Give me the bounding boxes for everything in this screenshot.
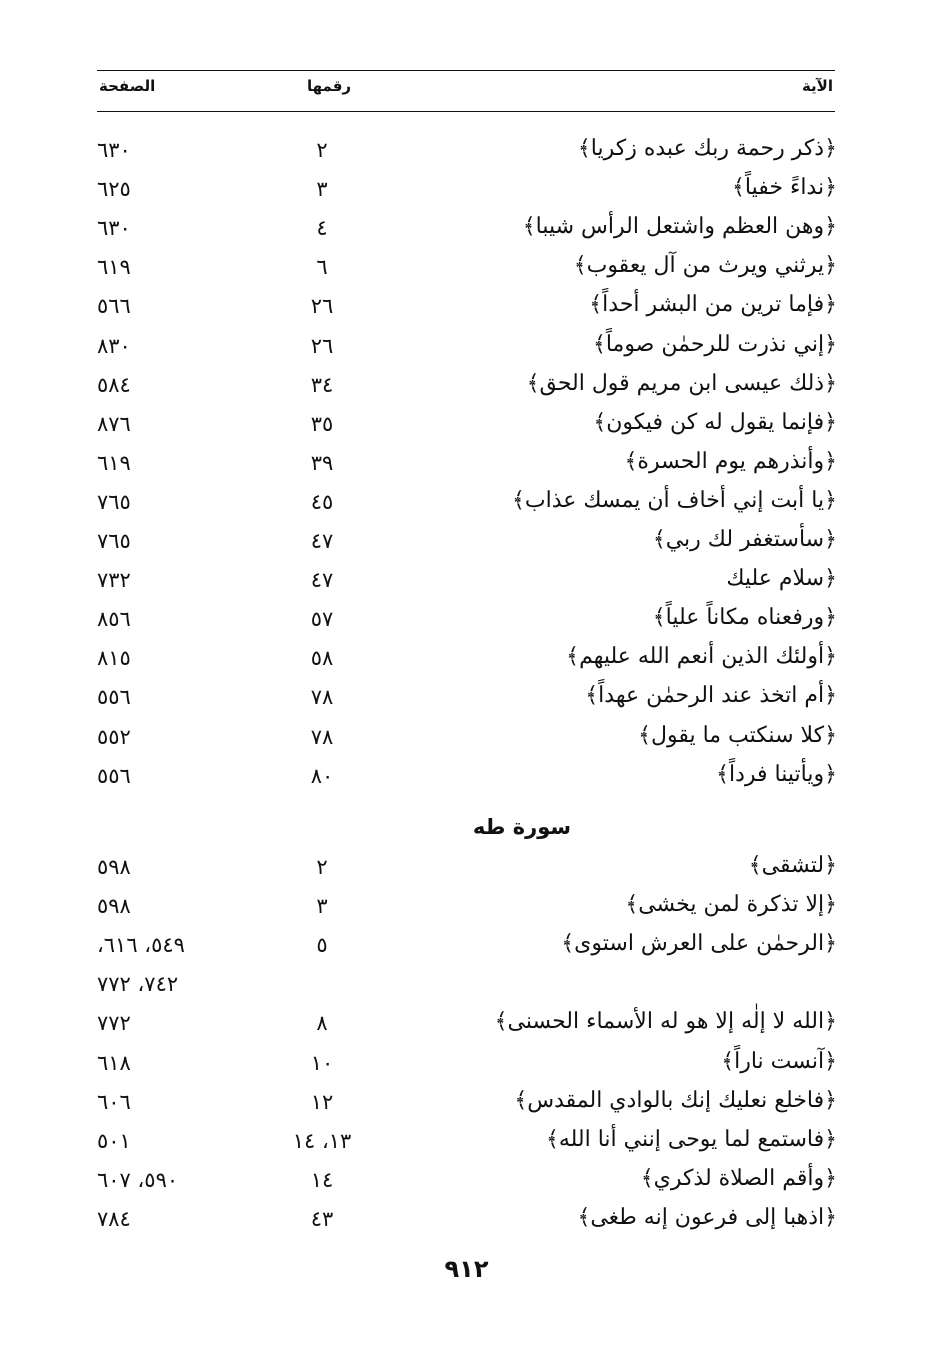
verse-number: ٣٩ (310, 450, 334, 475)
verse-number: ٨٠ (310, 763, 334, 788)
verse-number: ٢ (316, 138, 328, 162)
page-reference: ٦١٨ (97, 1050, 131, 1075)
list-item (97, 887, 837, 926)
verse-text: ﴿وأنذرهم يوم الحسرة﴾ (624, 448, 837, 474)
table-header (97, 70, 835, 112)
page-reference: ٥٩٨ (97, 855, 131, 879)
verse-number: ٤٧ (310, 529, 334, 553)
verse-number: ٥ (316, 933, 328, 958)
verse-text: ﴿كلا سنكتب ما يقول﴾ (638, 722, 837, 748)
verse-number: ٧٨ (310, 685, 334, 710)
header-page: الصفحة (99, 77, 156, 95)
list-item (97, 1122, 837, 1161)
page-reference: ٥٨٤ (97, 372, 131, 397)
list-item (97, 483, 837, 522)
verse-number: ١٣، ١٤ (292, 1128, 352, 1153)
list-item (97, 757, 837, 796)
verse-text: ﴿وأقم الصلاة لذكري﴾ (640, 1165, 837, 1191)
verse-number: ٤٧ (310, 568, 334, 593)
verse-number: ٨ (316, 1011, 328, 1036)
list-item (97, 848, 837, 887)
page-reference: ٦٠٦ (97, 1089, 131, 1114)
verse-text: ﴿يرثني ويرث من آل يعقوب﴾ (573, 253, 837, 279)
list-item (97, 170, 837, 209)
page-reference: ٥٤٩، ٦١٦، (97, 933, 185, 958)
verse-text: ﴿وهن العظم واشتعل الرأس شيبا﴾ (522, 214, 837, 240)
list-item (97, 600, 837, 639)
page-reference: ٥٥٦ (97, 685, 131, 710)
list-item (97, 444, 837, 483)
list-item (97, 405, 837, 444)
list-item (97, 131, 837, 170)
page-reference: ٧٣٢ (97, 568, 131, 593)
page-reference: ٧٨٤ (97, 1206, 131, 1231)
verse-number: ١٢ (310, 1089, 334, 1114)
verse-number: ٢٦ (310, 333, 334, 358)
verse-text: ﴿آنست ناراً﴾ (721, 1048, 837, 1074)
verse-text: ﴿الله لا إلٰه إلا هو له الأسماء الحسنى﴾ (494, 1009, 837, 1035)
page-reference: ٦١٩ (97, 255, 131, 280)
list-item (97, 965, 837, 1004)
list-item (97, 639, 837, 678)
verse-text: ﴿أولئك الذين أنعم الله عليهم﴾ (566, 644, 837, 670)
verse-number: ٤٣ (310, 1206, 334, 1231)
header-number: رقمها (307, 77, 352, 95)
verse-text: ﴿ورفعناه مكاناً علياً﴾ (652, 605, 837, 631)
list-item (97, 287, 837, 326)
verse-number: ٤٥ (310, 489, 334, 514)
list-item (97, 1200, 837, 1239)
list-item (97, 366, 837, 405)
page-reference: ٦٣٠ (97, 216, 131, 241)
verse-text: ﴿ويأتينا فرداً﴾ (716, 761, 837, 787)
verse-text: ﴿لتشقى﴾ (748, 853, 837, 878)
verse-number: ٥٧ (310, 607, 334, 632)
page-reference: ٥٠١ (97, 1128, 131, 1153)
page-reference: ٦٢٥ (97, 177, 131, 202)
page-reference: ٥٥٦ (97, 763, 131, 788)
list-item (97, 209, 837, 248)
verse-number: ٣٥ (310, 411, 334, 436)
verse-number: ٤ (316, 216, 328, 241)
list-item (97, 561, 837, 600)
list-item (97, 1161, 837, 1200)
page-reference: ٧٦٥ (97, 489, 131, 514)
verse-text: ﴿إني نذرت للرحمٰن صوماً﴾ (592, 331, 837, 357)
verse-text: ﴿فإما ترين من البشر أحداً﴾ (589, 292, 837, 318)
list-item (97, 248, 837, 287)
verse-text: ﴿اذهبا إلى فرعون إنه طغى﴾ (577, 1204, 837, 1230)
page-reference: ٨١٥ (97, 646, 131, 671)
list-item (97, 522, 837, 561)
header-ayah: الآية (801, 77, 833, 95)
verse-text: ﴿إلا تذكرة لمن يخشى﴾ (625, 892, 837, 918)
verse-number: ٢٦ (310, 294, 334, 319)
verse-number: ٣ (316, 177, 328, 202)
verse-text: ﴿فإنما يقول له كن فيكون﴾ (593, 409, 837, 435)
verse-text: ﴿سأستغفر لك ربي﴾ (652, 527, 837, 552)
verse-text: ﴿الرحمٰن على العرش استوى﴾ (561, 931, 837, 957)
verse-number: ٦ (316, 255, 328, 280)
page-reference: ٥٥٢ (97, 724, 131, 749)
verse-text: ﴿ذكر رحمة ربك عبده زكريا﴾ (577, 136, 837, 161)
verse-text: ﴿فاستمع لما يوحى إنني أنا الله﴾ (545, 1126, 837, 1152)
verse-number: ٥٨ (310, 646, 334, 671)
list-item (97, 327, 837, 366)
page-reference: ٥٦٦ (97, 294, 131, 319)
page-reference: ٨٥٦ (97, 607, 131, 632)
page-reference: ٧٧٢ (97, 1011, 131, 1036)
page-reference: ٥٩٠، ٦٠٧ (97, 1167, 179, 1192)
list-item (97, 718, 837, 757)
verse-number: ٣٤ (310, 372, 334, 397)
page-reference: ٨٣٠ (97, 333, 131, 358)
page-number: ٩١٢ (444, 1255, 489, 1283)
list-item (97, 1004, 837, 1043)
verse-text: ﴿يا أبت إني أخاف أن يمسك عذاب﴾ (512, 487, 837, 513)
verse-number: ١٤ (310, 1167, 334, 1192)
list-item (97, 926, 837, 965)
verse-number: ١٠ (310, 1050, 334, 1075)
verse-text: ﴿فاخلع نعليك إنك بالوادي المقدس﴾ (514, 1087, 837, 1113)
page-reference: ٧٤٢، ٧٧٢ (97, 972, 179, 997)
verse-number: ٢ (316, 855, 328, 879)
verse-text: ﴿أم اتخذ عند الرحمٰن عهداً﴾ (585, 683, 837, 709)
page-reference: ٦٣٠ (97, 138, 131, 162)
list-item (97, 678, 837, 717)
page-reference: ٦١٩ (97, 450, 131, 475)
verse-text: ﴿سلام عليك (726, 566, 837, 592)
page-reference: ٨٧٦ (97, 411, 131, 436)
verse-number: ٣ (316, 894, 328, 919)
page-reference: ٧٦٥ (97, 529, 131, 553)
page-reference: ٥٩٨ (97, 894, 131, 919)
verse-text: ﴿نداءً خفياً﴾ (732, 175, 837, 201)
list-item (97, 1083, 837, 1122)
surah-heading: سورة طه (472, 815, 572, 839)
list-item (97, 1044, 837, 1083)
verse-number: ٧٨ (310, 724, 334, 749)
verse-text: ﴿ذلك عيسى ابن مريم قول الحق﴾ (526, 370, 837, 396)
